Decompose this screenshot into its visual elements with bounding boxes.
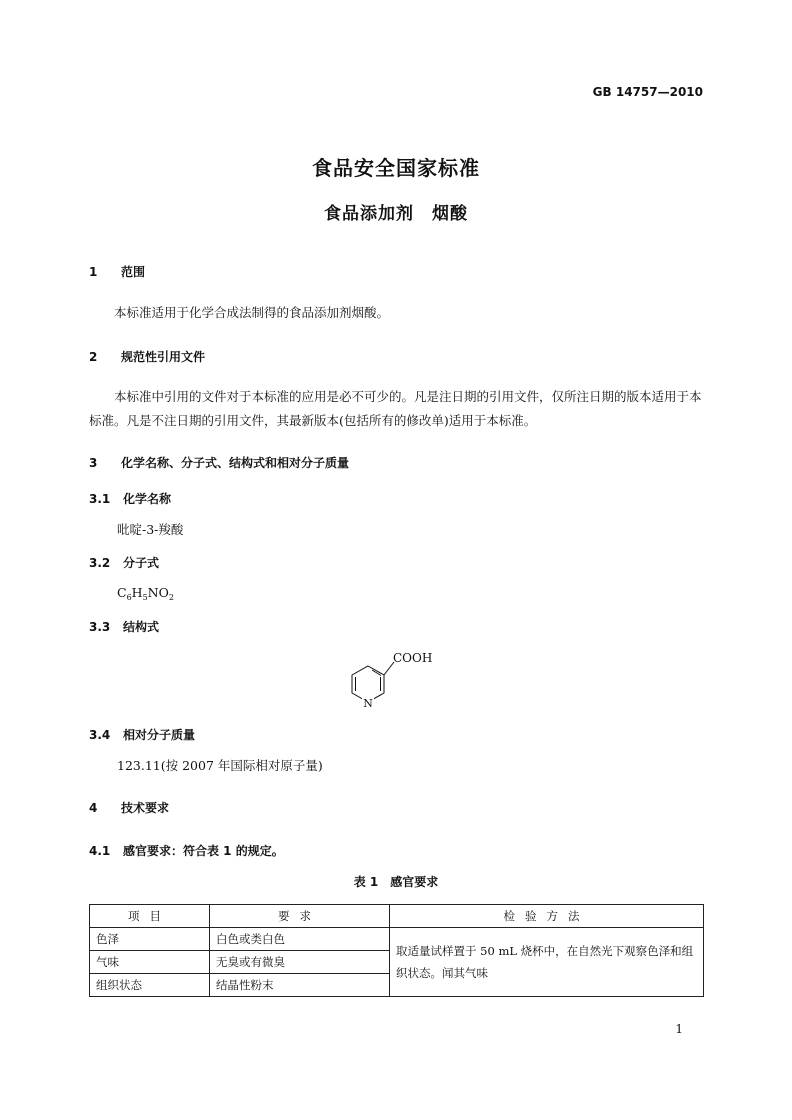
section-3-2-heading	[89, 554, 159, 571]
section-3-4-heading	[89, 726, 195, 743]
section-title: 规范性引用文件	[121, 350, 206, 364]
section-number: 4.1	[89, 844, 111, 858]
structural-formula	[340, 646, 450, 710]
table-header-row	[90, 905, 704, 928]
section-title: 分子式	[123, 556, 160, 570]
document-title: 食品安全国家标准	[312, 156, 480, 180]
section-title: 相对分子质量	[123, 728, 196, 742]
table-cell-item: 气味	[90, 951, 210, 974]
section-2-heading	[89, 348, 205, 365]
section-title: 技术要求	[121, 801, 170, 815]
section-title: 化学名称、分子式、结构式和相对分子质量	[121, 456, 350, 470]
table-cell-method: 取适量试样置于 50 mL 烧杯中，在自然光下观察色泽和组织状态。闻其气味	[390, 928, 704, 997]
section-number: 4	[89, 801, 98, 815]
table-cell-item: 色泽	[90, 928, 210, 951]
section-title: 化学名称	[123, 492, 172, 506]
section-number: 1	[89, 265, 98, 279]
section-4-heading	[89, 799, 169, 816]
table-cell-requirement: 结晶性粉末	[210, 974, 390, 997]
section-number: 3	[89, 456, 98, 470]
nitrogen-label: N	[363, 697, 373, 710]
section-4-1-heading	[89, 842, 284, 859]
section-title: 结构式	[123, 620, 160, 634]
section-1-heading	[89, 263, 145, 280]
section-number: 3.2	[89, 556, 111, 570]
column-header-method: 检验方法	[390, 905, 704, 928]
table-cell-requirement: 白色或类白色	[210, 928, 390, 951]
section-3-3-heading	[89, 618, 159, 635]
table-cell-requirement: 无臭或有微臭	[210, 951, 390, 974]
section-number: 2	[89, 350, 98, 364]
standard-code: GB 14757—2010	[592, 85, 703, 99]
chemical-name: 吡啶-3-羧酸	[117, 522, 184, 537]
column-header-requirement: 要求	[210, 905, 390, 928]
molecular-mass: 123.11(按 2007 年国际相对原子量)	[117, 758, 323, 773]
section-3-heading	[89, 454, 349, 471]
section-title: 范围	[121, 265, 146, 279]
column-header-item: 项目	[90, 905, 210, 928]
table-cell-item: 组织状态	[90, 974, 210, 997]
section-number: 3.1	[89, 492, 111, 506]
section-1-text: 本标准适用于化学合成法制得的食品添加剂烟酸。	[114, 305, 390, 320]
section-number: 3.4	[89, 728, 111, 742]
carboxyl-label: COOH	[393, 651, 433, 665]
sensory-requirements-table	[89, 904, 704, 997]
table-row	[90, 928, 704, 951]
page-number: 1	[675, 1022, 683, 1036]
section-title: 感官要求：符合表 1 的规定。	[123, 844, 284, 858]
molecular-formula: $C_6H_5NO_2$	[117, 585, 174, 602]
section-number: 3.3	[89, 620, 111, 634]
section-2-text: 本标准中引用的文件对于本标准的应用是必不可少的。凡是注日期的引用文件，仅所注日期的版本适用于本标准。凡是不注日期的引用文件，其最新版本(包括所有的修改单)适用于本标准。	[89, 389, 702, 428]
table-caption: 表 1 感官要求	[353, 875, 439, 889]
document-subtitle: 食品添加剂 烟酸	[324, 204, 468, 224]
section-3-1-heading	[89, 490, 171, 507]
